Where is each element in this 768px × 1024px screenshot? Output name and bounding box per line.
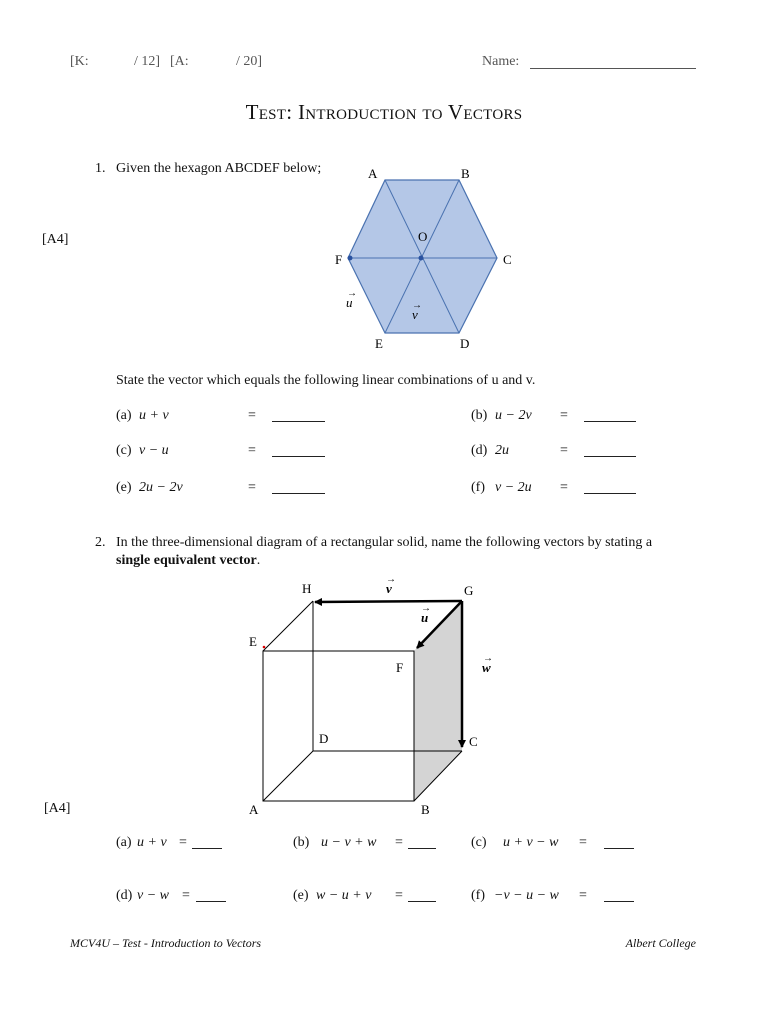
- q2-part-label: (f): [471, 888, 485, 903]
- a-score-total: / 20]: [236, 54, 263, 69]
- label-d: D: [460, 336, 470, 351]
- name-label: Name:: [482, 54, 520, 69]
- label-v: v: [386, 581, 392, 596]
- name-field[interactable]: [530, 68, 696, 69]
- u-arrow-icon: →: [421, 603, 431, 614]
- q2-answer-blank[interactable]: [408, 901, 436, 902]
- q2-part-expression: v − w: [137, 888, 169, 903]
- q1-mark: [A4]: [42, 232, 69, 247]
- label-b: B: [461, 166, 470, 181]
- hexagon-diagram: [325, 160, 525, 360]
- label-e: E: [375, 336, 383, 351]
- label-g: G: [464, 583, 474, 598]
- q2-part-expression: −v − u − w: [494, 888, 559, 903]
- q2-part-expression: u + v: [137, 835, 167, 850]
- center-point: [419, 256, 424, 261]
- q1-part-equals: =: [248, 480, 256, 495]
- q2-answer-blank[interactable]: [192, 848, 222, 849]
- vector-v-arrow: [315, 601, 462, 602]
- label-f: F: [396, 660, 404, 675]
- label-c: C: [503, 252, 512, 267]
- q1-answer-blank[interactable]: [272, 493, 325, 494]
- label-c: C: [469, 734, 478, 749]
- q1-prompt: Given the hexagon ABCDEF below;: [116, 161, 322, 176]
- page-title: Test: Introduction to Vectors: [245, 100, 523, 124]
- label-a: A: [249, 802, 259, 817]
- label-v: v: [412, 307, 418, 322]
- q1-part-equals: =: [560, 408, 568, 423]
- w-arrow-icon: →: [483, 653, 493, 664]
- label-w: w: [482, 660, 491, 675]
- k-score-total: / 12]: [134, 54, 161, 69]
- edge-eh: [263, 601, 313, 651]
- q2-part-label: (a): [116, 835, 132, 850]
- q2-answer-blank[interactable]: [604, 901, 634, 902]
- q2-prompt-end: .: [256, 553, 261, 568]
- q1-number: 1.: [95, 161, 106, 176]
- v-arrow-icon: →: [386, 575, 396, 585]
- q1-part-equals: =: [248, 408, 256, 423]
- q2-prompt-line2: [116, 553, 260, 569]
- q2-part-expression: w − u + v: [316, 888, 372, 903]
- q1-part-equals: =: [248, 443, 256, 458]
- shaded-face-fgcb: [414, 601, 462, 801]
- q2-part-label: (b): [293, 835, 310, 850]
- q2-part-label: (d): [116, 888, 133, 903]
- q1-part-label: (b): [471, 408, 488, 423]
- red-mark-icon: [263, 646, 266, 649]
- q2-answer-blank[interactable]: [408, 848, 436, 849]
- label-h: H: [302, 581, 312, 596]
- q1-instruction: State the vector which equals the following linear combinations of u and v.: [116, 373, 536, 388]
- q1-answer-blank[interactable]: [584, 456, 636, 457]
- edge-ad: [263, 751, 313, 801]
- q1-part-expression: 2u: [495, 443, 509, 458]
- q2-part-expression: u − v + w: [321, 835, 377, 850]
- q1-part-expression: v − 2u: [495, 480, 532, 495]
- a-score-label: [A:: [170, 54, 189, 69]
- k-score-label: [K:: [70, 54, 89, 69]
- label-u: u: [421, 610, 429, 625]
- q1-part-label: (a): [116, 408, 132, 423]
- q2-part-equals: =: [395, 888, 403, 903]
- q1-answer-blank[interactable]: [584, 421, 636, 422]
- footer-school: Albert College: [625, 936, 696, 950]
- u-arrow-icon: →: [347, 288, 357, 299]
- q1-part-expression: u + v: [139, 408, 169, 423]
- label-o: O: [418, 229, 428, 244]
- q1-part-equals: =: [560, 443, 568, 458]
- q2-answer-blank[interactable]: [604, 848, 634, 849]
- label-e: E: [249, 634, 257, 649]
- rectangular-solid-diagram: [240, 575, 510, 820]
- q2-part-equals: =: [579, 835, 587, 850]
- q1-part-label: (e): [116, 480, 132, 495]
- point-f-dot: [348, 256, 353, 261]
- label-a: A: [368, 166, 378, 181]
- q2-mark: [A4]: [44, 801, 71, 816]
- label-u: u: [346, 295, 353, 310]
- footer-course: MCV4U – Test - Introduction to Vectors: [70, 936, 262, 950]
- q2-part-equals: =: [182, 888, 190, 903]
- q2-part-label: (c): [471, 835, 487, 850]
- label-d: D: [319, 731, 329, 746]
- v-arrow-icon: →: [412, 300, 422, 311]
- q1-answer-blank[interactable]: [272, 456, 325, 457]
- q2-part-equals: =: [579, 888, 587, 903]
- q2-part-equals: =: [179, 835, 187, 850]
- q1-part-label: (c): [116, 443, 132, 458]
- q2-answer-blank[interactable]: [196, 901, 226, 902]
- q1-part-equals: =: [560, 480, 568, 495]
- label-f: F: [335, 252, 343, 267]
- label-b: B: [421, 802, 430, 817]
- q1-part-label: (f): [471, 480, 485, 495]
- q2-number: 2.: [95, 535, 106, 550]
- q1-answer-blank[interactable]: [584, 493, 636, 494]
- q1-answer-blank[interactable]: [272, 421, 325, 422]
- q2-part-equals: =: [395, 835, 403, 850]
- q2-prompt-line1: In the three-dimensional diagram of a rectangular solid, name the following vectors by stating a: [116, 535, 653, 550]
- q2-part-expression: u + v − w: [503, 835, 559, 850]
- q2-part-label: (e): [293, 888, 309, 903]
- q1-part-expression: 2u − 2v: [139, 480, 183, 495]
- q1-part-expression: v − u: [139, 443, 169, 458]
- q2-prompt-bold: single equivalent vector: [116, 553, 257, 568]
- q1-part-label: (d): [471, 443, 488, 458]
- q1-part-expression: u − 2v: [495, 408, 532, 423]
